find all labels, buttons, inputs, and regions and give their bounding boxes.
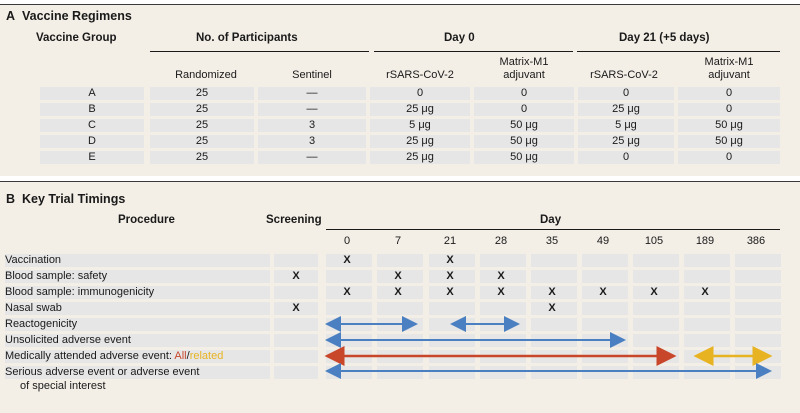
panel-a-vaccine-regimens xyxy=(0,4,800,176)
subheader-d0-adj-line2: adjuvant xyxy=(503,69,545,81)
panel-b-letter: B xyxy=(6,192,16,206)
day-header-28: 28 xyxy=(494,235,508,247)
header-underline-participants xyxy=(150,51,369,52)
regimen-cell-sentinel: 3 xyxy=(308,119,316,131)
regimen-cell-sentinel: — xyxy=(306,151,318,163)
day-mark: X xyxy=(446,286,454,298)
panel-b-title-text: Key Trial Timings xyxy=(22,192,126,206)
serious-event-label-line1: Serious adverse event or adverse event xyxy=(5,366,200,378)
subheader-d21-vaccine: rSARS-CoV-2 xyxy=(590,69,658,81)
day-mark: X xyxy=(394,286,402,298)
day-mark: X xyxy=(394,270,402,282)
procedure-label: Blood sample: immunogenicity xyxy=(5,286,155,298)
day-header-7: 7 xyxy=(394,235,402,247)
regimen-cell-d21_vaccine: 0 xyxy=(622,87,630,99)
regimen-cell-group: A xyxy=(88,87,96,99)
day-mark: X xyxy=(343,286,351,298)
medically-attended-all: All xyxy=(174,350,187,362)
regimen-cell-group: D xyxy=(88,135,96,147)
panel-a-title-text: Vaccine Regimens xyxy=(22,9,132,23)
day-mark: X xyxy=(446,270,454,282)
header-underline-day0 xyxy=(374,51,573,52)
regimen-cell-d21_adj: 0 xyxy=(725,103,733,115)
regimen-cell-randomized: 25 xyxy=(195,119,209,131)
header-day0: Day 0 xyxy=(444,32,475,44)
duration-arrows xyxy=(0,182,800,413)
day-header-0: 0 xyxy=(343,235,351,247)
regimen-cell-d21_vaccine: 5 μg xyxy=(615,119,637,131)
regimen-cell-randomized: 25 xyxy=(195,103,209,115)
regimen-cell-d0_adj: 50 μg xyxy=(510,151,538,163)
day-mark: X xyxy=(548,302,556,314)
day-header-386: 386 xyxy=(746,235,766,247)
day-mark: X xyxy=(701,286,709,298)
serious-event-label-line2: of special interest xyxy=(20,380,106,392)
procedure-label: Unsolicited adverse event xyxy=(5,334,131,346)
subheader-d21-adj-line1: Matrix-M1 xyxy=(704,56,754,68)
regimen-cell-group: B xyxy=(88,103,96,115)
regimen-cell-sentinel: 3 xyxy=(308,135,316,147)
screening-mark: X xyxy=(292,302,300,314)
procedure-label: Blood sample: safety xyxy=(5,270,108,282)
medically-attended-related: related xyxy=(189,350,224,362)
medically-attended-text: Medically attended adverse event: xyxy=(5,350,175,362)
regimen-cell-d0_vaccine: 0 xyxy=(416,87,424,99)
day-mark: X xyxy=(650,286,658,298)
procedure-label: Reactogenicity xyxy=(5,318,78,330)
medically-attended-sep: / xyxy=(186,350,190,362)
regimen-cell-randomized: 25 xyxy=(195,151,209,163)
subheader-randomized: Randomized xyxy=(175,69,237,81)
header-day21: Day 21 (+5 days) xyxy=(619,32,710,44)
header-procedure: Procedure xyxy=(118,214,175,226)
regimen-cell-d21_vaccine: 0 xyxy=(622,151,630,163)
header-screening: Screening xyxy=(266,214,322,226)
procedure-label: Nasal swab xyxy=(5,302,62,314)
regimen-cell-d21_adj: 50 μg xyxy=(715,119,743,131)
screening-mark: X xyxy=(292,270,300,282)
day-header-105: 105 xyxy=(644,235,664,247)
day-header-49: 49 xyxy=(596,235,610,247)
subheader-d21-adj-line2: adjuvant xyxy=(708,69,750,81)
regimen-cell-d21_adj: 0 xyxy=(725,151,733,163)
regimen-cell-randomized: 25 xyxy=(195,87,209,99)
subheader-d0-adj-line1: Matrix-M1 xyxy=(499,56,549,68)
header-no-participants: No. of Participants xyxy=(196,32,298,44)
regimen-cell-d21_adj: 0 xyxy=(725,87,733,99)
regimen-cell-sentinel: — xyxy=(306,87,318,99)
regimen-cell-d21_adj: 50 μg xyxy=(715,135,743,147)
regimen-cell-group: C xyxy=(88,119,96,131)
regimen-cell-d0_adj: 0 xyxy=(520,103,528,115)
regimen-cell-d0_adj: 50 μg xyxy=(510,135,538,147)
day-mark: X xyxy=(343,254,351,266)
panel-b-key-trial-timings xyxy=(0,181,800,413)
panel-a-letter: A xyxy=(6,9,16,23)
subheader-sentinel: Sentinel xyxy=(292,69,332,81)
day-mark: X xyxy=(599,286,607,298)
subheader-d0-vaccine: rSARS-CoV-2 xyxy=(386,69,454,81)
regimen-cell-d21_vaccine: 25 μg xyxy=(612,103,640,115)
day-header-35: 35 xyxy=(545,235,559,247)
day-header-21: 21 xyxy=(443,235,457,247)
day-mark: X xyxy=(497,286,505,298)
regimen-cell-d0_adj: 0 xyxy=(520,87,528,99)
regimen-cell-group: E xyxy=(88,151,96,163)
regimen-cell-d0_vaccine: 5 μg xyxy=(409,119,431,131)
header-vaccine-group: Vaccine Group xyxy=(36,32,117,44)
day-mark: X xyxy=(497,270,505,282)
day-mark: X xyxy=(446,254,454,266)
procedure-label: Vaccination xyxy=(5,254,62,266)
day-header-189: 189 xyxy=(695,235,715,247)
regimen-cell-d0_vaccine: 25 μg xyxy=(406,103,434,115)
regimen-cell-d21_vaccine: 25 μg xyxy=(612,135,640,147)
panel-a-title xyxy=(6,9,132,23)
regimen-cell-sentinel: — xyxy=(306,103,318,115)
header-underline-day21 xyxy=(577,51,780,52)
regimen-cell-d0_adj: 50 μg xyxy=(510,119,538,131)
regimen-cell-d0_vaccine: 25 μg xyxy=(406,151,434,163)
header-day: Day xyxy=(540,214,562,226)
day-mark: X xyxy=(548,286,556,298)
regimen-cell-randomized: 25 xyxy=(195,135,209,147)
regimen-cell-d0_vaccine: 25 μg xyxy=(406,135,434,147)
